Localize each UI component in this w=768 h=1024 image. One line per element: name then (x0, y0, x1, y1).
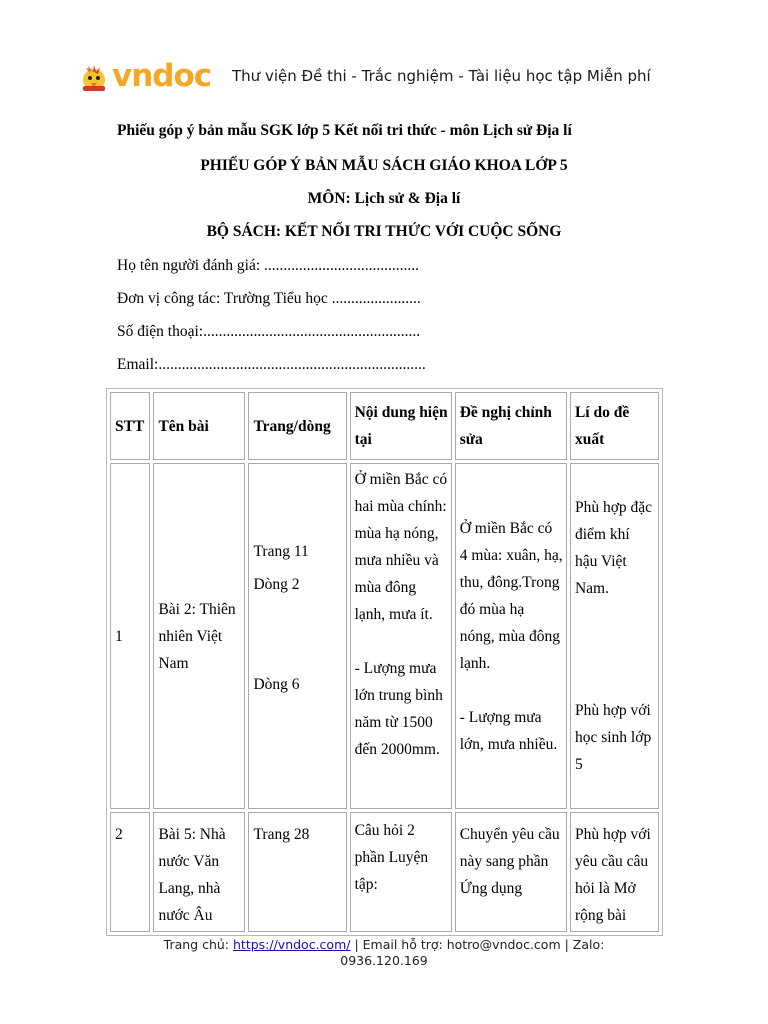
content-text: Ở miền Bắc có hai mùa chính: mùa hạ nóng, mưa nhiều và mùa đông lạnh, mưa ít. (354, 471, 448, 623)
page-header (78, 58, 698, 98)
form-title: PHIẾU GÓP Ý BẢN MẪU SÁCH GIÁO KHOA LỚP 5 (200, 157, 568, 174)
suggestion-text: - Lượng mưa lớn, mưa nhiều. (459, 708, 558, 753)
form-series: BỘ SÁCH: KẾT NỐI TRI THỨC VỚI CUỘC SỐNG (206, 223, 562, 240)
phone-field: Số điện thoại:........................................................ (117, 323, 421, 340)
row-suggestion (455, 463, 567, 809)
header-tagline: Thư viện Đề thi - Trắc nghiệm - Tài liệu học tập Miễn phí (232, 67, 651, 85)
content-text: - Lượng mưa lớn trung bình năm từ 1500 đến 2000mm. (354, 660, 443, 758)
row-stt: 1 (110, 463, 150, 809)
page-footer (0, 937, 768, 969)
row-current-content: Câu hỏi 2 phần Luyện tập: (350, 812, 452, 932)
header-suggestion: Đề nghị chỉnh sửa (455, 392, 567, 460)
work-unit-field: Đơn vị công tác: Trường Tiểu học ....................... (117, 290, 421, 307)
row-lesson: Bài 5: Nhà nước Văn Lang, nhà nước Âu (153, 812, 245, 932)
reason-text: Phù hợp đặc điểm khí hậu Việt Nam. (574, 499, 653, 597)
header-reason: Lí do đề xuất (570, 392, 659, 460)
vndoc-logo[interactable] (78, 60, 223, 96)
table-row (110, 812, 659, 932)
chick-mascot-icon (78, 62, 110, 94)
row-page-line (248, 463, 346, 809)
brand-name: vndoc (112, 58, 212, 94)
table-row (110, 463, 659, 809)
table-header-row (110, 392, 659, 460)
line-number: Dòng 2 (253, 576, 300, 593)
document-heading: Phiếu góp ý bản mẫu SGK lớp 5 Kết nối tri thức - môn Lịch sử Địa lí (117, 122, 572, 139)
header-stt: STT (110, 392, 150, 460)
feedback-table (106, 388, 663, 936)
footer-zalo-number: 0936.120.169 (340, 953, 428, 968)
header-current-content: Nội dung hiện tại (350, 392, 452, 460)
footer-contact: | Email hỗ trợ: hotro@vndoc.com | Zalo: (350, 937, 605, 952)
row-page-line: Trang 28 (248, 812, 346, 932)
row-stt: 2 (110, 812, 150, 932)
row-reason (570, 463, 659, 809)
evaluator-name-field: Họ tên người đánh giá: ........................................ (117, 257, 420, 274)
footer-prefix: Trang chủ: (163, 937, 233, 952)
homepage-link[interactable]: https://vndoc.com/ (233, 937, 351, 952)
row-reason: Phù hợp với yêu cầu câu hỏi là Mở rộng bài (570, 812, 659, 932)
page-number: Trang 11 (253, 543, 309, 560)
row-current-content (350, 463, 452, 809)
email-field: Email:..................................................................... (117, 356, 426, 373)
header-page-line: Trang/dòng (248, 392, 346, 460)
suggestion-text: Ở miền Bắc có 4 mùa: xuân, hạ, thu, đông.Trong đó mùa hạ nóng, mùa đông lạnh. (459, 519, 563, 672)
form-subject: MÔN: Lịch sử & Địa lí (307, 190, 461, 207)
line-number: Dòng 6 (253, 676, 300, 693)
row-suggestion: Chuyển yêu cầu này sang phần Ứng dụng (455, 812, 567, 932)
reason-text: Phù hợp với học sinh lớp 5 (574, 702, 652, 773)
row-lesson: Bài 2: Thiên nhiên Việt Nam (153, 463, 245, 809)
header-lesson: Tên bài (153, 392, 245, 460)
